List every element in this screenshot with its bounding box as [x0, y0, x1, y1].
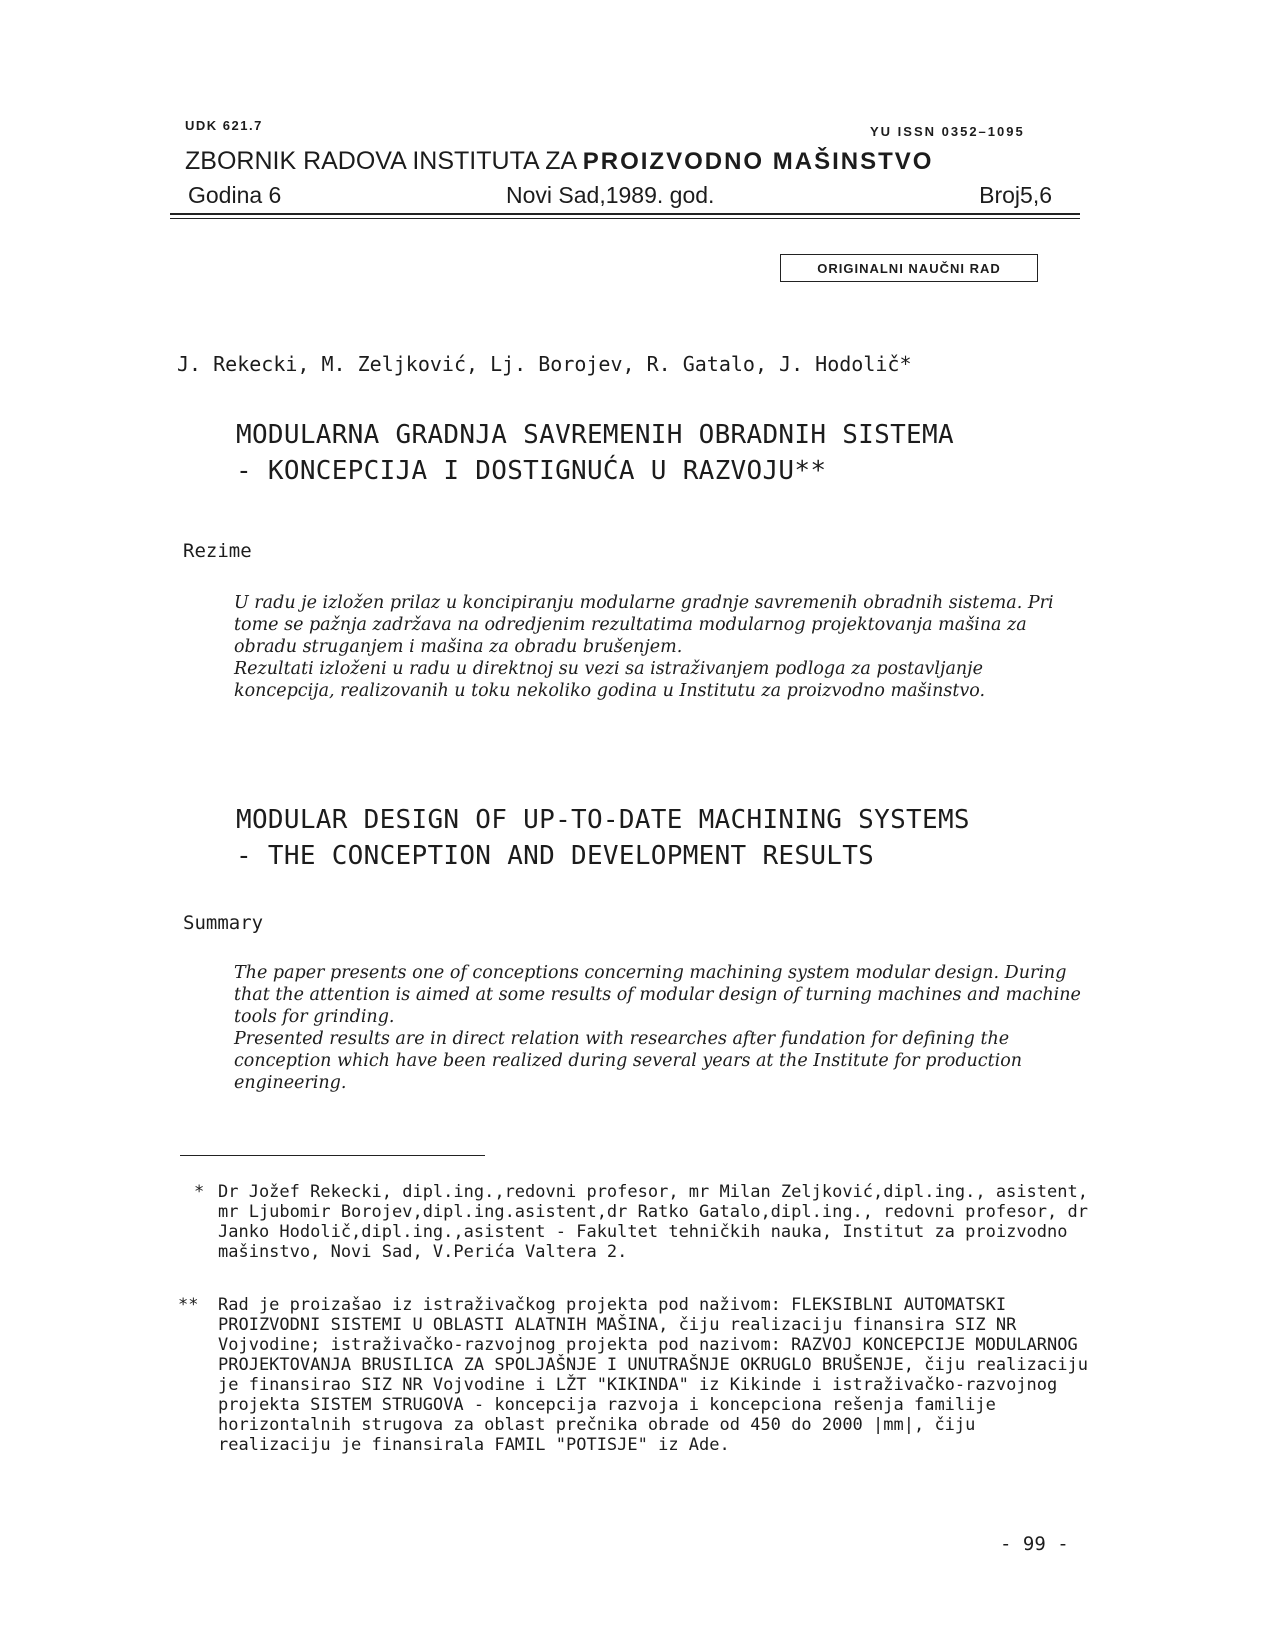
article-type-badge: [780, 254, 1038, 282]
footnote-project: Rad je proizašao iz istraživačkog projekta pod naživom: FLEKSIBLNI AUTOMATSKI PROIZVODNI SISTEMI U OBLASTI ALATNIH MAŠINA, čiju realizaciju finansira SIZ NR Vojvodine; istraživačko-razvojnog projekta pod nazivom: RAZVOJ KONCEPCIJE MODULARNOG PROJEKTOVANJA BRUSILICA ZA SPOLJAŠNJE I UNUTRAŠNJE OKRUGLO BRUŠENJE, čiju realizaciju je finansirao SIZ NR Vojvodine i LŽT "KIKINDA" iz Kikinde i istraživačko-razvojnog projekta SISTEM STRUGOVA - koncepcija razvoja i koncepciona rešenja familije horizontalnih strugova za oblast prečnika obrade od 450 do 2000 |mm|, čiju realizaciju je finansirala FAMIL "POTISJE" iz Ade.: [218, 1295, 1088, 1455]
title-en-line-1: MODULAR DESIGN OF UP-TO-DATE MACHINING SYSTEMS: [236, 805, 970, 835]
article-type-label: ORIGINALNI NAUČNI RAD: [817, 260, 1001, 276]
summary-paragraph: Presented results are in direct relation with researches after fundation for defining the conception which have been realized during several years at the Institute for production engineering.: [234, 1029, 1023, 1093]
rezime-paragraph: Rezultati izloženi u radu u direktnoj su vezi sa istraživanjem podloga za postavljanje koncepcija, realizovanih u toku nekoliko godina u Institutu za proizvodno mašinstvo.: [234, 659, 986, 701]
summary-abstract: [234, 962, 1084, 1094]
title-en-line-2: - THE CONCEPTION AND DEVELOPMENT RESULTS: [236, 841, 875, 871]
udk-code: UDK 621.7: [185, 118, 263, 133]
title-sr-line-1: MODULARNA GRADNJA SAVREMENIH OBRADNIH SISTEMA: [236, 420, 954, 450]
footnote-marker: *: [194, 1182, 205, 1202]
header-rule-thick: [170, 213, 1080, 215]
title-sr-line-2: - KONCEPCIJA I DOSTIGNUĆA U RAZVOJU**: [236, 456, 827, 486]
footnote-marker: **: [178, 1295, 199, 1315]
rezime-abstract: [234, 592, 1084, 702]
journal-name-strong: PROIZVODNO MAŠINSTVO: [582, 148, 934, 175]
rezime-paragraph: U radu je izložen prilaz u koncipiranju modularne gradnje savremenih obradnih sistema. Pri tome se pažnja zadržava na odredjenim rezultatima modularnog projektovanja mašina za obradu struganjem i mašina za obradu brušenjem.: [234, 593, 1054, 657]
footnote-authors: Dr Jožef Rekecki, dipl.ing.,redovni profesor, mr Milan Zeljković,dipl.ing., asistent, mr Ljubomir Borojev,dipl.ing.asistent,dr Ratko Gatalo,dipl.ing., redovni profesor, dr Janko Hodolič,dipl.ing.,asistent - Fakultet tehničkih nauka, Institut za proizvodno mašinstvo, Novi Sad, V.Perića Valtera 2.: [218, 1182, 1088, 1262]
journal-name-prefix: ZBORNIK RADOVA INSTITUTA ZA: [185, 147, 576, 175]
issue-line: [188, 182, 1078, 214]
summary-paragraph: The paper presents one of conceptions concerning machining system modular design. During that the attention is aimed at some results of modular design of turning machines and machine tools for grinding.: [234, 963, 1081, 1027]
page-number: - 99 -: [1000, 1533, 1069, 1555]
journal-name: [185, 147, 933, 176]
issue-place-date: Novi Sad,1989. god.: [506, 182, 715, 208]
footnote-separator: [180, 1155, 485, 1156]
issue-year: Godina 6: [188, 182, 282, 208]
issn-code: YU ISSN 0352–1095: [870, 124, 1025, 139]
authors-line: J. Rekecki, M. Zeljković, Lj. Borojev, R. Gatalo, J. Hodolič*: [177, 352, 912, 376]
issue-number: Broj5,6: [979, 182, 1052, 208]
rezime-heading: Rezime: [183, 540, 252, 562]
summary-heading: Summary: [183, 912, 264, 934]
header-rule-thin: [170, 218, 1080, 219]
